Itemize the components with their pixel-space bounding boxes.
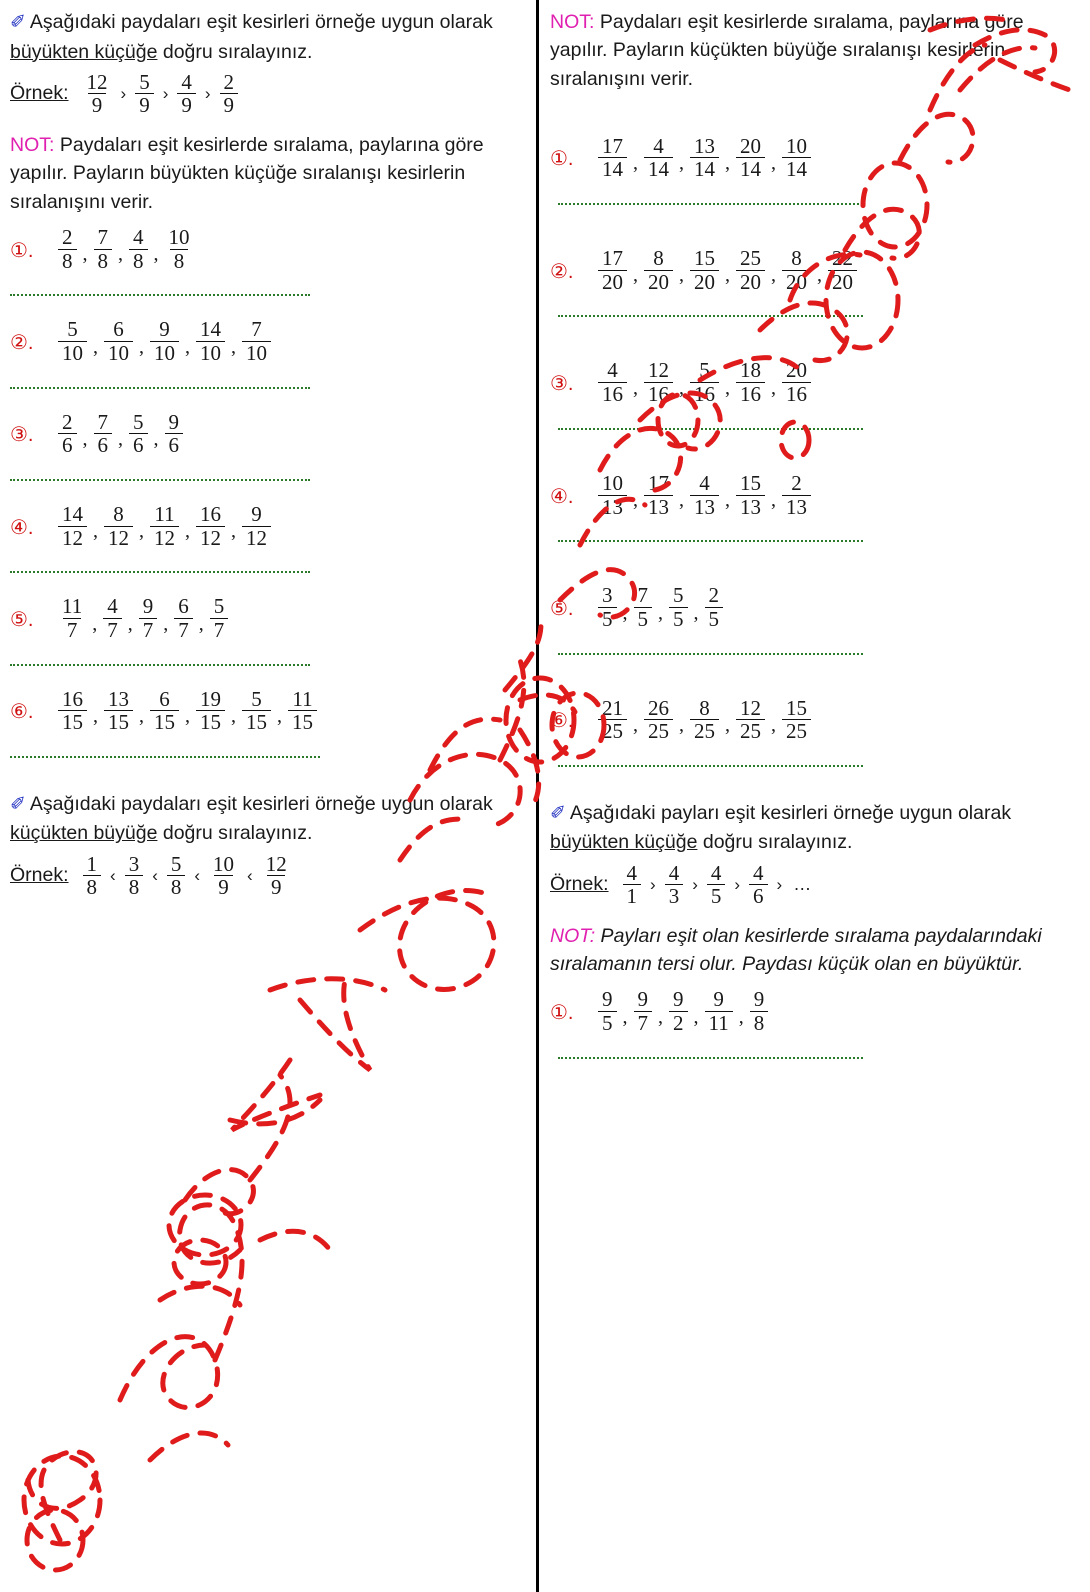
fraction: $\frac{4}{1}$ (623, 862, 642, 908)
comma: , (633, 713, 638, 736)
fraction: $\frac{12}{25}$ (736, 697, 765, 743)
fraction: $\frac{9}{7}$ (139, 595, 158, 641)
comma: , (679, 264, 684, 287)
comma: , (738, 1005, 744, 1028)
answer-line[interactable] (550, 203, 1076, 217)
dotted-line (558, 315, 863, 317)
left-question-4 (10, 503, 519, 549)
fraction: $\frac{15}{13}$ (736, 472, 765, 518)
fraction: $\frac{12}{9}$ (86, 69, 108, 118)
question-number: ⑤. (550, 597, 574, 620)
fraction: $\frac{3}{8}$ (125, 853, 144, 899)
fraction: $\frac{5}{9}$ (135, 71, 154, 117)
comma: , (139, 335, 144, 358)
right-question-4 (550, 472, 1076, 518)
prompt-text-after: doğru sıralayınız. (157, 822, 313, 845)
comma: , (231, 520, 236, 543)
fraction: $\frac{2}{9}$ (220, 71, 239, 117)
dotted-line (558, 203, 863, 205)
question-number: ①. (550, 1002, 574, 1025)
pencil-flag-icon: ✐ (10, 793, 26, 815)
right-prompt-2 (550, 799, 1076, 858)
dotted-line (10, 571, 310, 573)
fraction: $\frac{11}{15}$ (288, 688, 317, 734)
fraction-list (594, 697, 815, 743)
question-number: ④. (10, 516, 34, 539)
fraction: $\frac{6}{15}$ (150, 688, 179, 734)
comma: , (679, 489, 684, 512)
left-example-1 (10, 71, 519, 117)
fraction: $\frac{4}{9}$ (177, 71, 196, 117)
left-question-5 (10, 595, 519, 641)
fraction: $\frac{5}{5}$ (669, 584, 688, 630)
fraction: $\frac{4}{8}$ (129, 226, 148, 272)
fraction: $\frac{5}{7}$ (210, 595, 229, 641)
comma: , (725, 489, 730, 512)
right-question-2 (550, 247, 1076, 293)
fraction: $\frac{5}{15}$ (242, 688, 271, 734)
fraction: $\frac{2}{5}$ (705, 584, 724, 630)
fraction: $\frac{10}{14}$ (782, 135, 811, 181)
fraction: $\frac{6}{7}$ (174, 595, 193, 641)
comma: , (93, 335, 98, 358)
fraction: $\frac{16}{15}$ (58, 688, 87, 734)
comma: , (622, 1005, 628, 1028)
right-question-1 (550, 135, 1076, 181)
note-text: Paydaları eşit kesirlerde sıralama, paylarına göre yapılır. Payların küçükten büyüğe sıralanışı kesirlerin sıralanışını verir. (550, 11, 1024, 90)
pencil-flag-icon: ✐ (550, 802, 566, 824)
answer-line[interactable] (10, 479, 519, 493)
separator: › (120, 83, 127, 103)
fraction-list (594, 584, 727, 630)
fraction: $\frac{16}{12}$ (196, 503, 225, 549)
fraction: $\frac{13}{14}$ (690, 135, 719, 181)
dotted-line (558, 653, 863, 655)
answer-line[interactable] (10, 664, 519, 678)
question-number: ⑥. (550, 710, 574, 733)
fraction: $\frac{10}{8}$ (168, 224, 190, 273)
fraction-list (54, 688, 321, 734)
comma: , (93, 520, 98, 543)
ellipsis: … (793, 874, 812, 895)
fraction: $\frac{4}{5}$ (707, 862, 726, 908)
fraction: $\frac{9}{11}$ (705, 988, 733, 1034)
prompt-text-after: doğru sıralayınız. (157, 40, 313, 63)
fraction: $\frac{15}{20}$ (690, 247, 719, 293)
separator: ‹ (194, 865, 201, 885)
prompt-underlined: büyükten küçüğe (550, 831, 698, 854)
note-tag: NOT: (550, 11, 595, 33)
fraction: $\frac{20}{14}$ (736, 135, 765, 181)
right-example-2 (550, 862, 1076, 908)
answer-line[interactable] (550, 653, 1076, 667)
fraction: $\frac{6}{10}$ (104, 318, 133, 364)
comma: , (93, 704, 98, 727)
dotted-line (10, 479, 310, 481)
comma: , (127, 612, 133, 635)
fraction-list (54, 226, 198, 272)
question-number: ⑥. (10, 701, 34, 724)
fraction: $\frac{2}{13}$ (782, 472, 811, 518)
fraction: $\frac{9}{10}$ (150, 318, 179, 364)
note-tag: NOT: (10, 134, 55, 157)
fraction: $\frac{12}{9}$ (265, 851, 287, 900)
fraction-list (54, 595, 232, 641)
comma: , (633, 152, 638, 175)
dotted-line (558, 1057, 863, 1059)
answer-line[interactable] (550, 315, 1076, 329)
fraction: $\frac{3}{5}$ (598, 584, 617, 630)
right-note-2 (550, 922, 1076, 979)
note-text: Paydaları eşit kesirlerde sıralama, paylarına göre yapılır. Payların büyükten küçüğe sıralanışı kesirlerin sıralanışını verir. (10, 134, 484, 213)
left-column (0, 0, 533, 1592)
fraction: $\frac{9}{12}$ (242, 503, 271, 549)
fraction: $\frac{20}{16}$ (782, 359, 811, 405)
right-question-3 (550, 359, 1076, 405)
fraction: $\frac{7}{10}$ (242, 318, 271, 364)
note-tag: NOT: (550, 924, 596, 947)
example-label: Örnek: (10, 82, 69, 105)
fraction: $\frac{9}{2}$ (669, 988, 688, 1034)
comma: , (92, 612, 98, 635)
fraction-list (594, 247, 861, 293)
fraction: $\frac{8}{25}$ (690, 697, 719, 743)
fraction: $\frac{8}{12}$ (104, 503, 133, 549)
dotted-line (10, 294, 310, 296)
fraction: $\frac{18}{16}$ (736, 359, 765, 405)
comma: , (725, 152, 730, 175)
prompt-text-before: Aşağıdaki paydaları eşit kesirleri örneğe uygun olarak (29, 792, 493, 815)
dotted-line (10, 387, 310, 389)
left-question-3 (10, 411, 519, 457)
question-number: ③. (550, 373, 574, 396)
comma: , (771, 713, 776, 736)
fraction: $\frac{4}{3}$ (665, 862, 684, 908)
fraction-list (54, 503, 275, 549)
example-label: Örnek: (550, 873, 609, 896)
fraction: $\frac{5}{16}$ (690, 359, 719, 405)
left-prompt-1 (10, 8, 519, 67)
prompt-text-before: Aşağıdaki paydaları eşit kesirleri örneğe uygun olarak (29, 11, 493, 33)
left-note-1 (10, 131, 519, 216)
comma: , (633, 376, 638, 399)
fraction: $\frac{4}{14}$ (644, 135, 673, 181)
dotted-line (558, 765, 863, 767)
prompt-text-before: Aşağıdaki payları eşit kesirleri örneğe uygun olarak (569, 801, 1012, 824)
left-prompt-2 (10, 790, 519, 849)
separator: › (734, 874, 741, 894)
example-fraction-list (79, 853, 295, 899)
right-question-6 (550, 697, 1076, 743)
fraction: $\frac{17}{13}$ (644, 472, 673, 518)
comma: , (633, 264, 638, 287)
fraction: $\frac{5}{10}$ (58, 318, 87, 364)
column-divider (536, 0, 539, 1592)
comma: , (622, 601, 628, 624)
comma: , (139, 520, 144, 543)
comma: , (658, 601, 663, 624)
fraction: $\frac{4}{6}$ (749, 862, 768, 908)
fraction: $\frac{2}{8}$ (58, 226, 77, 272)
comma: , (185, 335, 190, 358)
question-number: ③. (10, 424, 34, 447)
fraction: $\frac{7}{5}$ (634, 584, 653, 630)
answer-line[interactable] (550, 428, 1076, 442)
comma: , (185, 704, 190, 727)
fraction-list (594, 135, 815, 181)
note-text: Payları eşit olan kesirlerde sıralama paydalarındaki sıralamanın tersi olur. Paydası küçük olan en büyüktür. (550, 924, 1042, 976)
comma: , (277, 704, 282, 727)
comma: , (725, 264, 730, 287)
fraction: $\frac{9}{6}$ (165, 411, 184, 457)
fraction: $\frac{7}{6}$ (94, 411, 113, 457)
left-example-2 (10, 853, 519, 899)
example-fraction-list (79, 71, 243, 117)
separator: › (204, 83, 211, 103)
comma: , (817, 264, 822, 287)
fraction: $\frac{25}{20}$ (736, 247, 765, 293)
fraction: $\frac{8}{20}$ (644, 247, 673, 293)
fraction: $\frac{11}{12}$ (150, 503, 179, 549)
fraction: $\frac{1}{8}$ (83, 853, 102, 899)
comma: , (153, 243, 159, 266)
answer-line[interactable] (10, 756, 519, 770)
prompt-underlined: büyükten küçüğe (10, 40, 158, 63)
fraction: $\frac{9}{5}$ (598, 988, 617, 1034)
answer-line[interactable] (10, 387, 519, 401)
fraction: $\frac{21}{25}$ (598, 697, 627, 743)
comma: , (679, 713, 684, 736)
comma: , (118, 427, 123, 450)
answer-line[interactable] (10, 294, 519, 308)
fraction-list (594, 988, 772, 1034)
fraction: $\frac{22}{20}$ (828, 247, 857, 293)
comma: , (231, 704, 236, 727)
right-question-5 (550, 584, 1076, 630)
left-question-2 (10, 318, 519, 364)
prompt-text-after: doğru sıralayınız. (697, 831, 853, 854)
prompt-underlined: küçükten büyüğe (10, 822, 158, 845)
fraction: $\frac{4}{7}$ (103, 595, 122, 641)
fraction: $\frac{10}{9}$ (213, 851, 235, 900)
comma: , (231, 335, 236, 358)
comma: , (82, 427, 88, 450)
comma: , (771, 489, 776, 512)
comma: , (693, 1005, 699, 1028)
comma: , (82, 243, 88, 266)
fraction: $\frac{5}{8}$ (167, 853, 186, 899)
fraction: $\frac{9}{8}$ (750, 988, 769, 1034)
question-number: ②. (550, 260, 574, 283)
right-question-last (550, 988, 1076, 1034)
question-number: ①. (550, 148, 574, 171)
fraction: $\frac{14}{12}$ (58, 503, 87, 549)
fraction: $\frac{2}{6}$ (58, 411, 77, 457)
right-column (540, 0, 1090, 1592)
fraction: $\frac{13}{15}$ (104, 688, 133, 734)
question-number: ②. (10, 331, 34, 354)
question-number: ⑤. (10, 608, 34, 631)
fraction: $\frac{14}{10}$ (196, 318, 225, 364)
comma: , (139, 704, 144, 727)
separator: › (776, 874, 783, 894)
fraction: $\frac{9}{7}$ (634, 988, 653, 1034)
comma: , (198, 612, 204, 635)
separator: ‹ (247, 865, 253, 885)
fraction: $\frac{17}{14}$ (598, 135, 627, 181)
fraction-list (54, 411, 187, 457)
fraction: $\frac{11}{7}$ (62, 594, 83, 642)
fraction: $\frac{15}{25}$ (782, 697, 811, 743)
comma: , (658, 1005, 663, 1028)
comma: , (725, 376, 730, 399)
dotted-line (558, 540, 863, 542)
comma: , (633, 489, 638, 512)
dotted-line (558, 428, 863, 430)
fraction-list (54, 318, 275, 364)
answer-line[interactable] (550, 765, 1076, 779)
pencil-flag-icon: ✐ (10, 12, 26, 33)
separator: › (162, 83, 169, 103)
fraction: $\frac{10}{13}$ (598, 472, 627, 518)
answer-line[interactable] (550, 540, 1076, 554)
fraction-list (594, 359, 815, 405)
fraction: $\frac{4}{13}$ (690, 472, 719, 518)
fraction: $\frac{19}{15}$ (196, 688, 225, 734)
separator: ‹ (110, 865, 116, 885)
example-fraction-list (619, 862, 812, 908)
right-note-1 (550, 8, 1076, 93)
fraction-list (594, 472, 815, 518)
comma: , (118, 243, 123, 266)
dotted-line (10, 664, 310, 666)
fraction: $\frac{17}{20}$ (598, 247, 627, 293)
fraction: $\frac{26}{25}$ (644, 697, 673, 743)
comma: , (153, 427, 159, 450)
separator: › (692, 874, 698, 894)
comma: , (693, 601, 699, 624)
fraction: $\frac{4}{16}$ (598, 359, 627, 405)
comma: , (771, 264, 776, 287)
answer-line[interactable] (550, 1057, 1076, 1071)
comma: , (679, 376, 684, 399)
comma: , (725, 713, 730, 736)
comma: , (771, 152, 776, 175)
left-question-6 (10, 688, 519, 734)
question-number: ①. (10, 239, 34, 262)
comma: , (679, 152, 684, 175)
fraction: $\frac{8}{20}$ (782, 247, 811, 293)
comma: , (163, 612, 169, 635)
separator: ‹ (152, 865, 158, 885)
left-question-1 (10, 226, 519, 272)
comma: , (771, 376, 776, 399)
question-number: ④. (550, 485, 574, 508)
fraction: $\frac{5}{6}$ (129, 411, 148, 457)
separator: › (650, 874, 656, 894)
fraction: $\frac{7}{8}$ (94, 226, 113, 272)
dotted-line (10, 756, 320, 758)
comma: , (185, 520, 190, 543)
answer-line[interactable] (10, 571, 519, 585)
example-label: Örnek: (10, 864, 69, 887)
fraction: $\frac{12}{16}$ (644, 359, 673, 405)
